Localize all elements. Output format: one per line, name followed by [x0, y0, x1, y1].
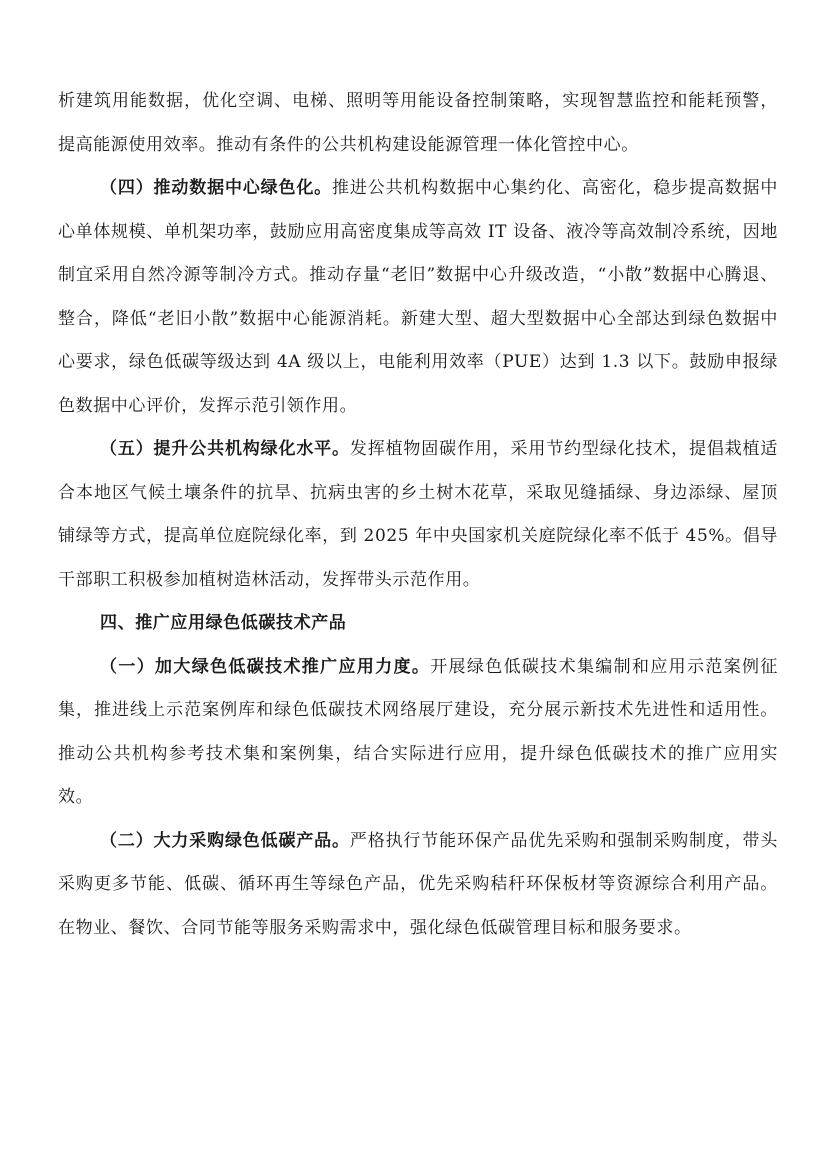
paragraph-body: 开展绿色低碳技术集编制和应用示范案例征集，推进线上示范案例库和绿色低碳技术网络展厅建设，充分展示新技术先进性和适用性。推动公共机构参考技术集和案例集，结合实际进行应用，提升绿色低碳技术的推广应用实效。	[58, 656, 778, 807]
paragraph-lead: （五）提升公共机构绿化水平。	[100, 439, 350, 459]
paragraph-body: 发挥植物固碳作用，采用节约型绿化技术，提倡栽植适合本地区气候土壤条件的抗旱、抗病虫害的乡土树木花草，采取见缝插绿、身边添绿、屋顶铺绿等方式，提高单位庭院绿化率，到 2025 年中央国家机关庭院绿化率不低于 45%。倡导干部职工积极参加植树造林活动，发挥带头示范作用。	[58, 439, 779, 590]
paragraph-body: 推进公共机构数据中心集约化、高密化，稳步提高数据中心单体规模、单机架功率，鼓励应用高密度集成等高效 IT 设备、液冷等高效制冷系统，因地制宜采用自然冷源等制冷方式。推动存量“老旧”数据中心升级改造，“小散”数据中心腾退、整合，降低“老旧小散”数据中心能源消耗。新建大型、超大型数据中心全部达到绿色数据中心要求，绿色低碳等级达到 4A 级以上，电能利用效率（PUE）达到 1.3 以下。鼓励申报绿色数据中心评价，发挥示范引领作用。	[58, 178, 778, 416]
section-heading: 四、推广应用绿色低碳技术产品	[100, 613, 347, 633]
paragraph-greening	[58, 428, 778, 602]
paragraph-body: 严格执行节能环保产品优先采购和强制采购制度，带头采购更多节能、低碳、循环再生等绿色产品，优先采购秸秆环保板材等资源综合利用产品。在物业、餐饮、合同节能等服务采购需求中，强化绿色低碳管理目标和服务要求。	[58, 830, 779, 938]
paragraph-tech-promotion	[58, 646, 778, 820]
paragraph-continuation: 析建筑用能数据，优化空调、电梯、照明等用能设备控制策略，实现智慧监控和能耗预警，提高能源使用效率。推动有条件的公共机构建设能源管理一体化管控中心。	[58, 91, 778, 155]
document-page	[58, 80, 778, 950]
paragraph-lead: （四）推动数据中心绿色化。	[100, 178, 333, 198]
paragraph-green-procurement	[58, 820, 778, 951]
paragraph-lead: （二）大力采购绿色低碳产品。	[100, 830, 350, 851]
paragraph-lead: （一）加大绿色低碳技术推广应用力度。	[100, 656, 431, 677]
paragraph-data-center	[58, 167, 778, 428]
